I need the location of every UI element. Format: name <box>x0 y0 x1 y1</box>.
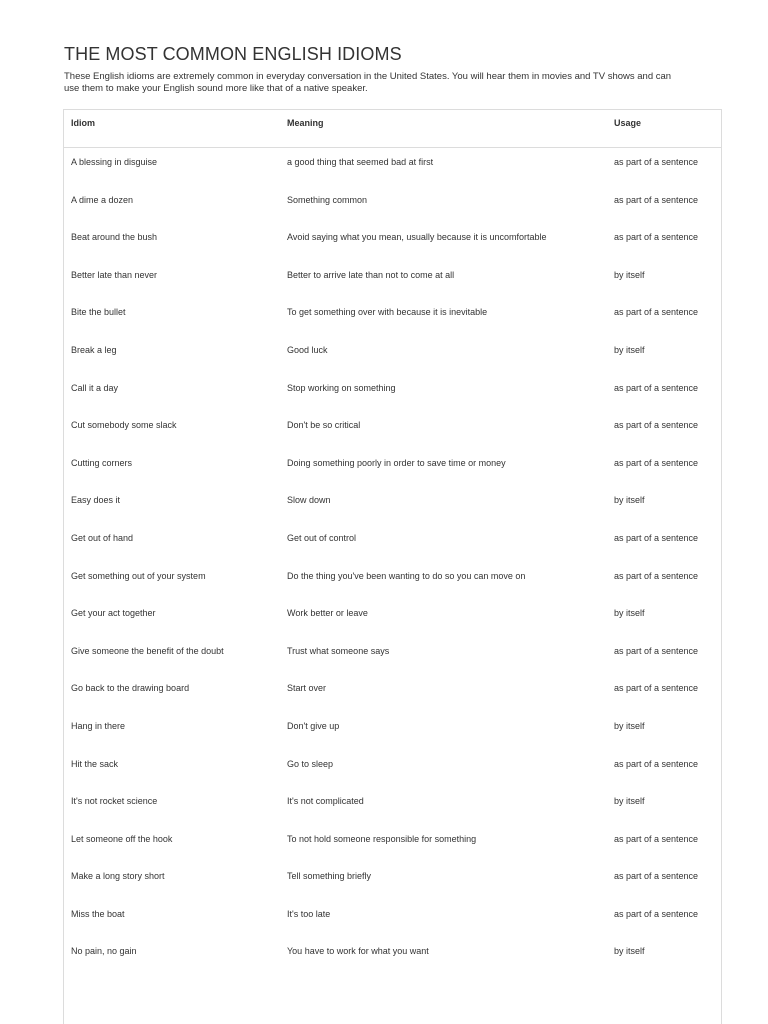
idiom-cell: It's not rocket science <box>71 796 158 807</box>
usage-cell: as part of a sentence <box>614 570 699 581</box>
usage-cell: by itself <box>614 495 645 506</box>
idiom-cell: Give someone the benefit of the doubt <box>71 645 224 656</box>
table-row <box>64 825 721 863</box>
usage-cell: as part of a sentence <box>614 871 699 882</box>
table-row <box>64 862 721 900</box>
idiom-cell: A dime a dozen <box>71 194 134 205</box>
intro-paragraph: These English idioms are extremely common in everyday conversation in the United States. You will hear them in movies and TV shows and can use them to make your English sound more like that of a native speaker. <box>64 71 672 94</box>
table-row <box>64 411 721 449</box>
usage-cell: by itself <box>614 608 645 619</box>
meaning-cell: To get something over with because it is inevitable <box>287 307 488 318</box>
usage-cell: as part of a sentence <box>614 457 699 468</box>
idiom-cell: Bite the bullet <box>71 307 126 318</box>
meaning-cell: Don't be so critical <box>287 420 361 431</box>
usage-cell: by itself <box>614 720 645 731</box>
meaning-cell: a good thing that seemed bad at first <box>287 157 434 167</box>
usage-cell: as part of a sentence <box>614 307 699 318</box>
idiom-cell: Make a long story short <box>71 871 165 882</box>
idiom-cell: Better late than never <box>71 269 158 280</box>
table-row <box>64 562 721 600</box>
meaning-cell: Get out of control <box>287 532 357 543</box>
usage-cell: as part of a sentence <box>614 382 699 393</box>
table-row <box>64 186 721 224</box>
page-title: THE MOST COMMON ENGLISH IDIOMS <box>64 44 402 64</box>
table-header-row <box>64 110 721 148</box>
meaning-cell: To not hold someone responsible for something <box>287 833 477 844</box>
usage-cell: by itself <box>614 946 645 957</box>
meaning-cell: Good luck <box>287 344 328 355</box>
table-row <box>64 750 721 788</box>
table-row <box>64 374 721 412</box>
meaning-cell: Trust what someone says <box>287 645 390 656</box>
table-row <box>64 524 721 562</box>
header-idiom: Idiom <box>71 118 95 128</box>
meaning-cell: Don't give up <box>287 720 340 731</box>
idioms-table <box>63 109 722 1024</box>
meaning-cell: Something common <box>287 194 368 205</box>
usage-cell: by itself <box>614 269 645 280</box>
table-body <box>64 148 721 975</box>
idiom-cell: Go back to the drawing board <box>71 683 190 694</box>
idiom-cell: Hang in there <box>71 720 126 731</box>
meaning-cell: Do the thing you've been wanting to do so you can move on <box>287 570 526 581</box>
table-row <box>64 637 721 675</box>
meaning-cell: Better to arrive late than not to come at all <box>287 269 455 280</box>
usage-cell: by itself <box>614 344 645 355</box>
meaning-cell: Start over <box>287 683 327 694</box>
usage-cell: as part of a sentence <box>614 420 699 431</box>
usage-cell: as part of a sentence <box>614 758 699 769</box>
idiom-cell: Cut somebody some slack <box>71 420 177 431</box>
table-row <box>64 336 721 374</box>
table-row <box>64 223 721 261</box>
idiom-cell: No pain, no gain <box>71 946 137 957</box>
meaning-cell: It's not complicated <box>287 796 364 807</box>
idiom-cell: A blessing in disguise <box>71 157 158 167</box>
meaning-cell: Avoid saying what you mean, usually because it is uncomfortable <box>287 232 547 243</box>
meaning-cell: Go to sleep <box>287 758 334 769</box>
usage-cell: as part of a sentence <box>614 683 699 694</box>
usage-cell: as part of a sentence <box>614 532 699 543</box>
idiom-cell: Miss the boat <box>71 908 125 919</box>
idiom-cell: Hit the sack <box>71 758 119 769</box>
table-row <box>64 148 721 186</box>
usage-cell: as part of a sentence <box>614 645 699 656</box>
usage-cell: by itself <box>614 796 645 807</box>
usage-cell: as part of a sentence <box>614 833 699 844</box>
idiom-cell: Cutting corners <box>71 457 133 468</box>
meaning-cell: Doing something poorly in order to save time or money <box>287 457 506 468</box>
meaning-cell: It's too late <box>287 908 331 919</box>
idiom-cell: Easy does it <box>71 495 121 506</box>
usage-cell: as part of a sentence <box>614 157 699 167</box>
table-row <box>64 712 721 750</box>
meaning-cell: You have to work for what you want <box>287 946 429 957</box>
idiom-cell: Call it a day <box>71 382 119 393</box>
table-row <box>64 599 721 637</box>
table-row <box>64 449 721 487</box>
table-row <box>64 937 721 975</box>
idiom-cell: Beat around the bush <box>71 232 158 243</box>
idiom-cell: Get something out of your system <box>71 570 206 581</box>
usage-cell: as part of a sentence <box>614 232 699 243</box>
table-row <box>64 486 721 524</box>
table-row <box>64 900 721 938</box>
meaning-cell: Slow down <box>287 495 331 506</box>
table-row <box>64 674 721 712</box>
table-row <box>64 787 721 825</box>
idiom-cell: Get out of hand <box>71 532 134 543</box>
header-usage: Usage <box>614 118 642 128</box>
table-row <box>64 298 721 336</box>
meaning-cell: Work better or leave <box>287 608 368 619</box>
usage-cell: as part of a sentence <box>614 194 699 205</box>
idiom-cell: Break a leg <box>71 344 117 355</box>
table-row <box>64 261 721 299</box>
meaning-cell: Stop working on something <box>287 382 396 393</box>
idiom-cell: Get your act together <box>71 608 156 619</box>
header-meaning: Meaning <box>287 118 324 128</box>
meaning-cell: Tell something briefly <box>287 871 372 882</box>
idiom-cell: Let someone off the hook <box>71 833 173 844</box>
usage-cell: as part of a sentence <box>614 908 699 919</box>
